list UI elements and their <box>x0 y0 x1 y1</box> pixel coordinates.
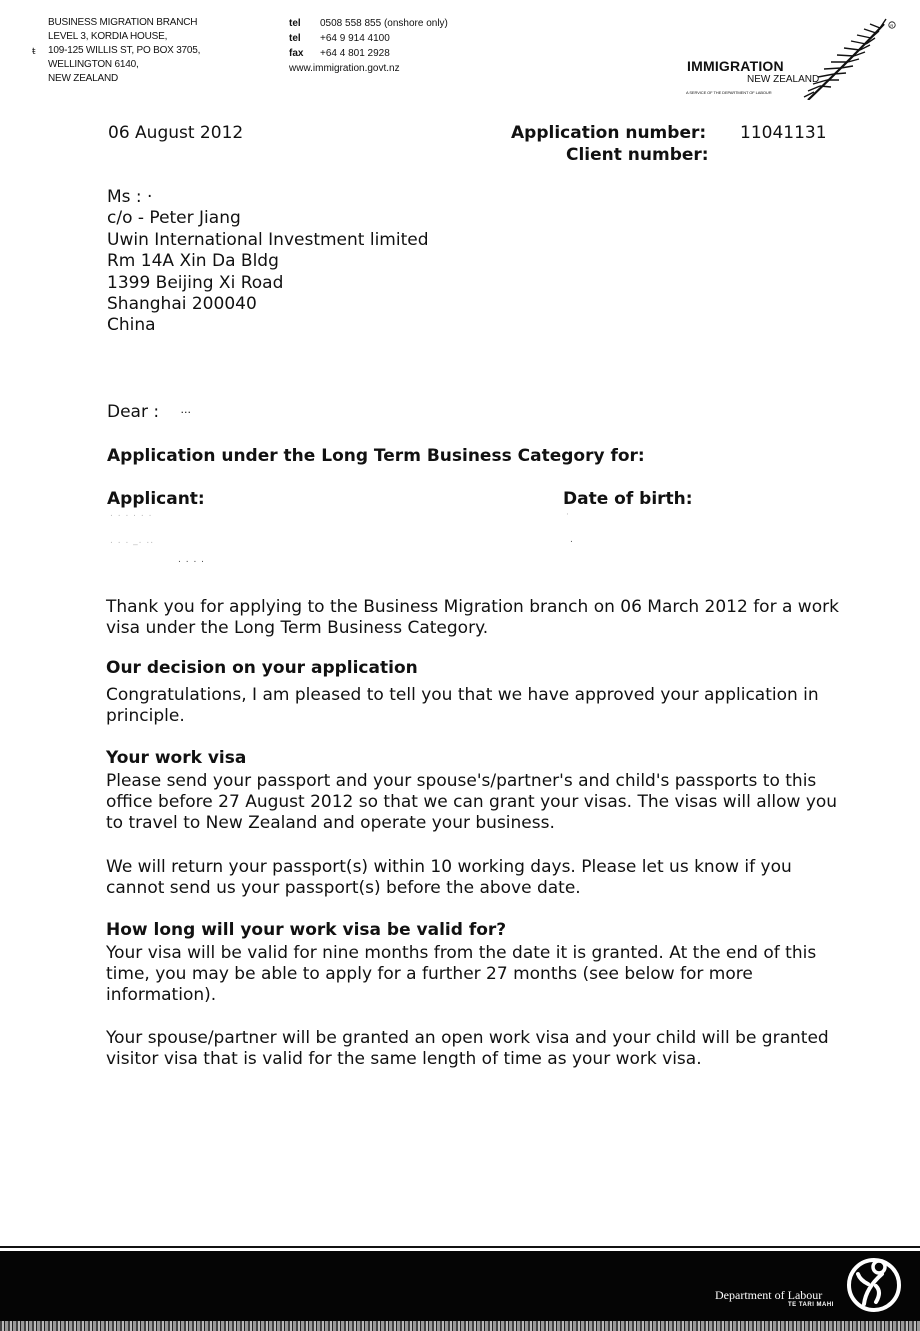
logo-title: IMMIGRATION <box>687 58 784 74</box>
redaction-mark: · <box>566 510 570 520</box>
addressee-line: Ms : · <box>107 187 153 207</box>
logo-subtitle: NEW ZEALAND <box>747 74 820 85</box>
address-line: NEW ZEALAND <box>48 73 119 84</box>
applicant-label: Applicant: <box>107 489 205 509</box>
section-paragraph: Congratulations, I am pleased to tell you that we have approved your application in principle. <box>106 685 819 726</box>
footer-divider <box>0 1246 920 1248</box>
department-name: Department of Labour <box>715 1288 823 1302</box>
address-line: WELLINGTON 6140, <box>48 59 139 70</box>
department-maori-name: TE TARI MAHI <box>788 1302 834 1308</box>
application-number: 11041131 <box>740 123 827 143</box>
department-of-labour-logo-icon <box>846 1254 902 1314</box>
client-number-label: Client number: <box>566 145 709 165</box>
redaction-mark: . <box>570 535 574 545</box>
section-heading: How long will your work visa be valid for? <box>106 920 507 940</box>
contact-label: tel <box>289 18 301 29</box>
address-line: 109-125 WILLIS ST, PO BOX 3705, <box>48 45 201 56</box>
addressee-line: Shanghai 200040 <box>107 293 257 314</box>
section-paragraph: We will return your passport(s) within 10 working days. Please let us know if you cannot send us your passport(s) before the above date. <box>106 857 792 898</box>
footer-strip <box>0 1321 920 1331</box>
redaction-mark: . . . . . . <box>110 509 153 519</box>
intro-paragraph: Thank you for applying to the Business Migration branch on 06 March 2012 for a work visa under the Long Term Business Category. <box>106 597 839 638</box>
application-heading: Application under the Long Term Business Category for: <box>107 446 645 466</box>
contact-value: +64 4 801 2928 <box>320 48 390 59</box>
redaction-mark: ··· <box>180 406 191 419</box>
salutation <box>107 402 191 423</box>
salutation-text: Dear : <box>107 402 160 422</box>
letter-date: 06 August 2012 <box>108 123 244 143</box>
application-number-label: Application number: <box>511 123 707 143</box>
contact-row <box>289 46 448 61</box>
addressee-block <box>107 187 429 337</box>
redaction-mark: . . . _. .. <box>110 536 155 546</box>
logo-tagline: A SERVICE OF THE DEPARTMENT OF LABOUR <box>686 90 772 95</box>
contact-label: fax <box>289 48 304 59</box>
website-link[interactable]: www.immigration.govt.nz <box>289 63 400 74</box>
contact-value: +64 9 914 4100 <box>320 33 390 44</box>
addressee-line: c/o - Peter Jiang <box>107 208 241 229</box>
contact-row <box>289 31 448 46</box>
stray-mark: ŧ <box>32 47 36 57</box>
addressee-line: Rm 14A Xin Da Bldg <box>107 251 279 272</box>
sender-address <box>48 16 200 86</box>
redaction-mark: . . . . <box>178 555 206 565</box>
svg-text:R: R <box>890 23 894 28</box>
footer-band <box>0 1251 920 1321</box>
address-line: LEVEL 3, KORDIA HOUSE, <box>48 31 168 42</box>
addressee-line: 1399 Beijing Xi Road <box>107 272 284 293</box>
section-heading: Our decision on your application <box>106 658 418 678</box>
contact-label: tel <box>289 33 301 44</box>
section-paragraph: Please send your passport and your spouse's/partner's and child's passports to this office before 27 August 2012 so that we can grant your visas. The visas will allow you to travel to New Zealand and operate your business. <box>106 771 838 833</box>
addressee-line: China <box>107 315 156 336</box>
section-paragraph: Your spouse/partner will be granted an open work visa and your child will be granted visitor visa that is valid for the same length of time as your work visa. <box>106 1028 829 1069</box>
date-of-birth-label: Date of birth: <box>563 489 693 509</box>
contact-row <box>289 16 448 31</box>
contact-value: 0508 558 855 (onshore only) <box>320 18 448 29</box>
section-heading: Your work visa <box>106 748 247 768</box>
section-paragraph: Your visa will be valid for nine months from the date it is granted. At the end of this time, you may be able to apply for a further 27 months (see below for more information). <box>106 943 817 1005</box>
contact-block <box>289 16 448 76</box>
addressee-line: Uwin International Investment limited <box>107 229 429 250</box>
address-line: BUSINESS MIGRATION BRANCH <box>48 17 198 28</box>
